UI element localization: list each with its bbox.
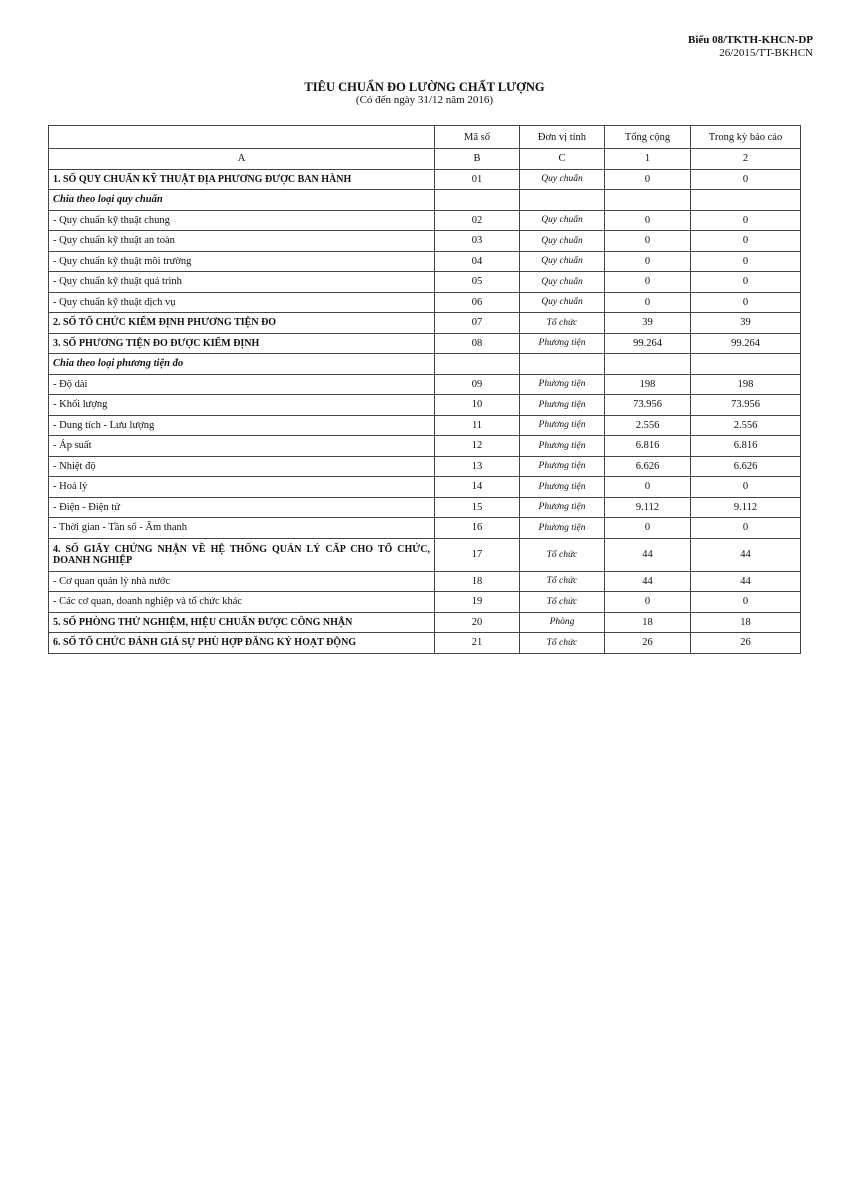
cell-total: 26 [605,633,691,654]
table-row [49,169,801,190]
cell-total: 0 [605,210,691,231]
cell-unit: Phương tiện [520,456,605,477]
table-row [49,477,801,498]
cell-unit: Quy chuẩn [520,169,605,190]
table-row [49,415,801,436]
page-subtitle: (Có đến ngày 31/12 năm 2016) [355,94,494,106]
cell-unit: Phương tiện [520,518,605,539]
cell-total: 73.956 [605,395,691,416]
letter-unit: C [520,149,605,170]
table-row [49,292,801,313]
header-code: Mã số [435,126,520,149]
cell-unit: Phương tiện [520,395,605,416]
cell-code: 05 [435,272,520,293]
page-title: TIÊU CHUẨN ĐO LƯỜNG CHẤT LƯỢNG [304,80,545,94]
cell-period: 18 [691,612,801,633]
cell-total: 0 [605,477,691,498]
form-code [688,34,813,60]
cell-total: 6.626 [605,456,691,477]
report-table [48,125,801,654]
cell-total: 44 [605,538,691,571]
cell-unit [520,190,605,211]
cell-total: 0 [605,292,691,313]
header-name [49,126,435,149]
cell-name: - Nhiệt độ [49,456,435,477]
cell-period: 0 [691,518,801,539]
cell-unit: Quy chuẩn [520,251,605,272]
cell-period: 0 [691,251,801,272]
cell-name: - Thời gian - Tần số - Âm thanh [49,518,435,539]
table-body [49,169,801,653]
cell-unit: Tổ chức [520,313,605,334]
cell-name: - Các cơ quan, doanh nghiệp và tổ chức khác [49,592,435,613]
cell-total: 0 [605,272,691,293]
table-row [49,374,801,395]
cell-unit: Tổ chức [520,592,605,613]
cell-name: - Cơ quan quản lý nhà nước [49,571,435,592]
cell-total: 198 [605,374,691,395]
cell-period: 0 [691,272,801,293]
cell-code: 12 [435,436,520,457]
table-row [49,633,801,654]
cell-unit: Quy chuẩn [520,210,605,231]
cell-unit: Tổ chức [520,538,605,571]
cell-name: - Áp suất [49,436,435,457]
table-row [49,436,801,457]
form-code-number: Biểu 08/TKTH-KHCN-DP [688,34,813,46]
cell-code: 19 [435,592,520,613]
cell-name: Chia theo loại quy chuẩn [49,190,435,211]
cell-name: - Dung tích - Lưu lượng [49,415,435,436]
title-block [0,80,849,107]
cell-name: - Quy chuẩn kỹ thuật dịch vụ [49,292,435,313]
header-period: Trong kỳ báo cáo [691,126,801,149]
table-row [49,456,801,477]
cell-unit [520,354,605,375]
cell-period: 0 [691,292,801,313]
cell-unit: Phương tiện [520,477,605,498]
cell-period: 6.816 [691,436,801,457]
header-total: Tổng cộng [605,126,691,149]
table-row [49,518,801,539]
cell-unit: Phòng [520,612,605,633]
table-row [49,354,801,375]
cell-code: 08 [435,333,520,354]
cell-code: 18 [435,571,520,592]
cell-period: 26 [691,633,801,654]
cell-code: 17 [435,538,520,571]
cell-total: 0 [605,231,691,252]
cell-total: 39 [605,313,691,334]
table-row [49,231,801,252]
cell-period [691,354,801,375]
table-header-row [49,126,801,149]
cell-name: - Quy chuẩn kỹ thuật môi trường [49,251,435,272]
cell-total: 0 [605,518,691,539]
cell-name: Chia theo loại phương tiện đo [49,354,435,375]
cell-code: 09 [435,374,520,395]
cell-unit: Quy chuẩn [520,231,605,252]
cell-period: 198 [691,374,801,395]
cell-period [691,190,801,211]
cell-total: 9.112 [605,497,691,518]
table-row [49,592,801,613]
table-row [49,313,801,334]
cell-period: 44 [691,538,801,571]
cell-code: 13 [435,456,520,477]
cell-total [605,190,691,211]
cell-unit: Tổ chức [520,633,605,654]
cell-unit: Quy chuẩn [520,292,605,313]
cell-period: 73.956 [691,395,801,416]
table-row [49,497,801,518]
letter-name: A [49,149,435,170]
cell-code [435,190,520,211]
cell-period: 0 [691,210,801,231]
table-row [49,612,801,633]
cell-total: 44 [605,571,691,592]
cell-total: 18 [605,612,691,633]
cell-period: 0 [691,231,801,252]
cell-name: - Quy chuẩn kỹ thuật quá trình [49,272,435,293]
cell-unit: Phương tiện [520,415,605,436]
header-unit: Đơn vị tính [520,126,605,149]
cell-period: 0 [691,169,801,190]
form-code-circular: 26/2015/TT-BKHCN [719,47,813,59]
cell-period: 99.264 [691,333,801,354]
cell-code: 16 [435,518,520,539]
table-row [49,333,801,354]
table-row [49,251,801,272]
cell-total: 6.816 [605,436,691,457]
table-row [49,538,801,571]
cell-period: 0 [691,477,801,498]
cell-period: 44 [691,571,801,592]
cell-code: 04 [435,251,520,272]
cell-name: - Độ dài [49,374,435,395]
table-row [49,395,801,416]
cell-total: 0 [605,251,691,272]
table-row [49,190,801,211]
cell-total [605,354,691,375]
cell-code: 01 [435,169,520,190]
cell-code: 14 [435,477,520,498]
cell-total: 99.264 [605,333,691,354]
letter-total: 1 [605,149,691,170]
cell-name: 4. SỐ GIẤY CHỨNG NHẬN VỀ HỆ THỐNG QUẢN LÝ CẤP CHO TỔ CHỨC, DOANH NGHIỆP [49,538,435,571]
cell-code [435,354,520,375]
cell-name: 1. SỐ QUY CHUẨN KỸ THUẬT ĐỊA PHƯƠNG ĐƯỢC BAN HÀNH [49,169,435,190]
cell-total: 0 [605,592,691,613]
cell-code: 21 [435,633,520,654]
cell-period: 0 [691,592,801,613]
cell-unit: Phương tiện [520,374,605,395]
cell-name: - Điện - Điện tử [49,497,435,518]
cell-unit: Phương tiện [520,497,605,518]
cell-unit: Phương tiện [520,333,605,354]
cell-code: 03 [435,231,520,252]
cell-code: 11 [435,415,520,436]
cell-period: 39 [691,313,801,334]
cell-unit: Phương tiện [520,436,605,457]
cell-period: 2.556 [691,415,801,436]
cell-name: - Hoá lý [49,477,435,498]
cell-code: 10 [435,395,520,416]
cell-period: 6.626 [691,456,801,477]
table-row [49,272,801,293]
table-row [49,210,801,231]
cell-name: 6. SỐ TỔ CHỨC ĐÁNH GIÁ SỰ PHÙ HỢP ĐĂNG KÝ HOẠT ĐỘNG [49,633,435,654]
cell-code: 15 [435,497,520,518]
table-row [49,571,801,592]
cell-code: 07 [435,313,520,334]
cell-name: - Quy chuẩn kỹ thuật an toàn [49,231,435,252]
cell-name: - Khối lượng [49,395,435,416]
cell-code: 02 [435,210,520,231]
cell-code: 20 [435,612,520,633]
table-column-letters-row [49,149,801,170]
cell-unit: Quy chuẩn [520,272,605,293]
cell-name: - Quy chuẩn kỹ thuật chung [49,210,435,231]
cell-code: 06 [435,292,520,313]
cell-period: 9.112 [691,497,801,518]
cell-name: 5. SỐ PHÒNG THỬ NGHIỆM, HIỆU CHUẨN ĐƯỢC CÔNG NHẬN [49,612,435,633]
cell-name: 3. SỐ PHƯƠNG TIỆN ĐO ĐƯỢC KIỂM ĐỊNH [49,333,435,354]
cell-total: 0 [605,169,691,190]
cell-total: 2.556 [605,415,691,436]
cell-name: 2. SỐ TỔ CHỨC KIỂM ĐỊNH PHƯƠNG TIỆN ĐO [49,313,435,334]
cell-unit: Tổ chức [520,571,605,592]
letter-code: B [435,149,520,170]
letter-period: 2 [691,149,801,170]
